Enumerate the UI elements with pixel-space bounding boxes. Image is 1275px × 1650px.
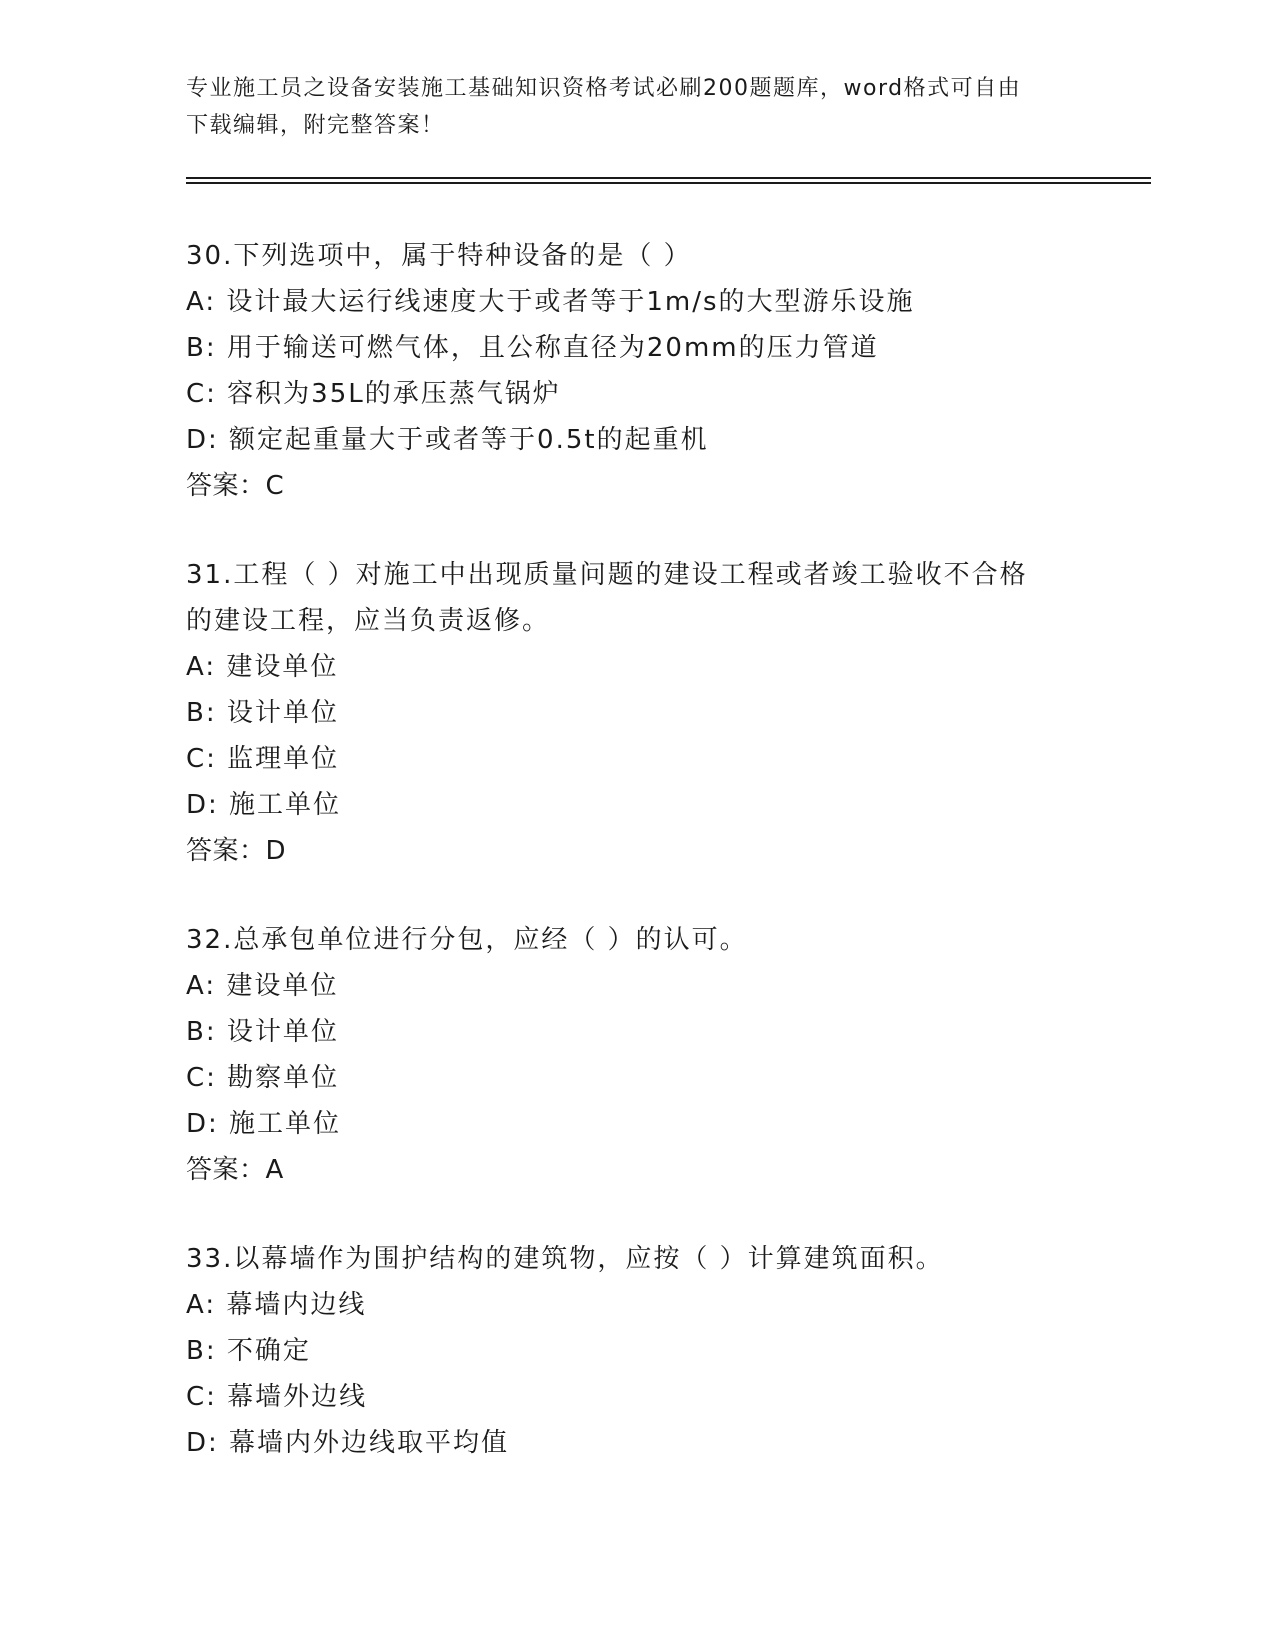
document-header: [186, 70, 1086, 144]
option-d: D: 额定起重量大于或者等于0.5t的起重机: [186, 425, 709, 455]
question-stem: 32.总承包单位进行分包，应经（ ）的认可。: [186, 925, 748, 955]
question-33: [186, 1236, 1086, 1466]
answer-line: 答案：C: [186, 471, 285, 501]
option-d: D: 施工单位: [186, 790, 342, 820]
question-stem-continued: 的建设工程，应当负责返修。: [186, 606, 551, 636]
option-c: C: 勘察单位: [186, 1063, 340, 1093]
option-d: D: 施工单位: [186, 1109, 342, 1139]
question-31: [186, 552, 1086, 874]
question-stem: 33.以幕墙作为围护结构的建筑物，应按（ ）计算建筑面积。: [186, 1244, 944, 1274]
answer-line: 答案：A: [186, 1155, 284, 1185]
answer-line: 答案：D: [186, 836, 287, 866]
option-c: C: 监理单位: [186, 744, 340, 774]
header-line-1: 专业施工员之设备安装施工基础知识资格考试必刷200题题库，word格式可自由: [186, 76, 1022, 101]
header-divider-top: [186, 177, 1151, 179]
option-c: C: 幕墙外边线: [186, 1382, 368, 1412]
option-b: B: 不确定: [186, 1336, 311, 1366]
question-stem: 30.下列选项中，属于特种设备的是（ ）: [186, 241, 692, 271]
option-b: B: 用于输送可燃气体，且公称直径为20mm的压力管道: [186, 333, 879, 363]
header-divider-bottom: [186, 182, 1151, 184]
option-a: A: 建设单位: [186, 652, 339, 682]
header-line-2: 下载编辑，附完整答案！: [186, 113, 445, 138]
option-d: D: 幕墙内外边线取平均值: [186, 1428, 510, 1458]
question-32: [186, 917, 1086, 1193]
option-b: B: 设计单位: [186, 1017, 339, 1047]
question-30: [186, 233, 1086, 509]
question-stem: 31.工程（ ）对施工中出现质量问题的建设工程或者竣工验收不合格: [186, 560, 1028, 590]
option-a: A: 设计最大运行线速度大于或者等于1m/s的大型游乐设施: [186, 287, 915, 317]
option-c: C: 容积为35L的承压蒸气锅炉: [186, 379, 561, 409]
option-b: B: 设计单位: [186, 698, 339, 728]
option-a: A: 幕墙内边线: [186, 1290, 367, 1320]
option-a: A: 建设单位: [186, 971, 339, 1001]
